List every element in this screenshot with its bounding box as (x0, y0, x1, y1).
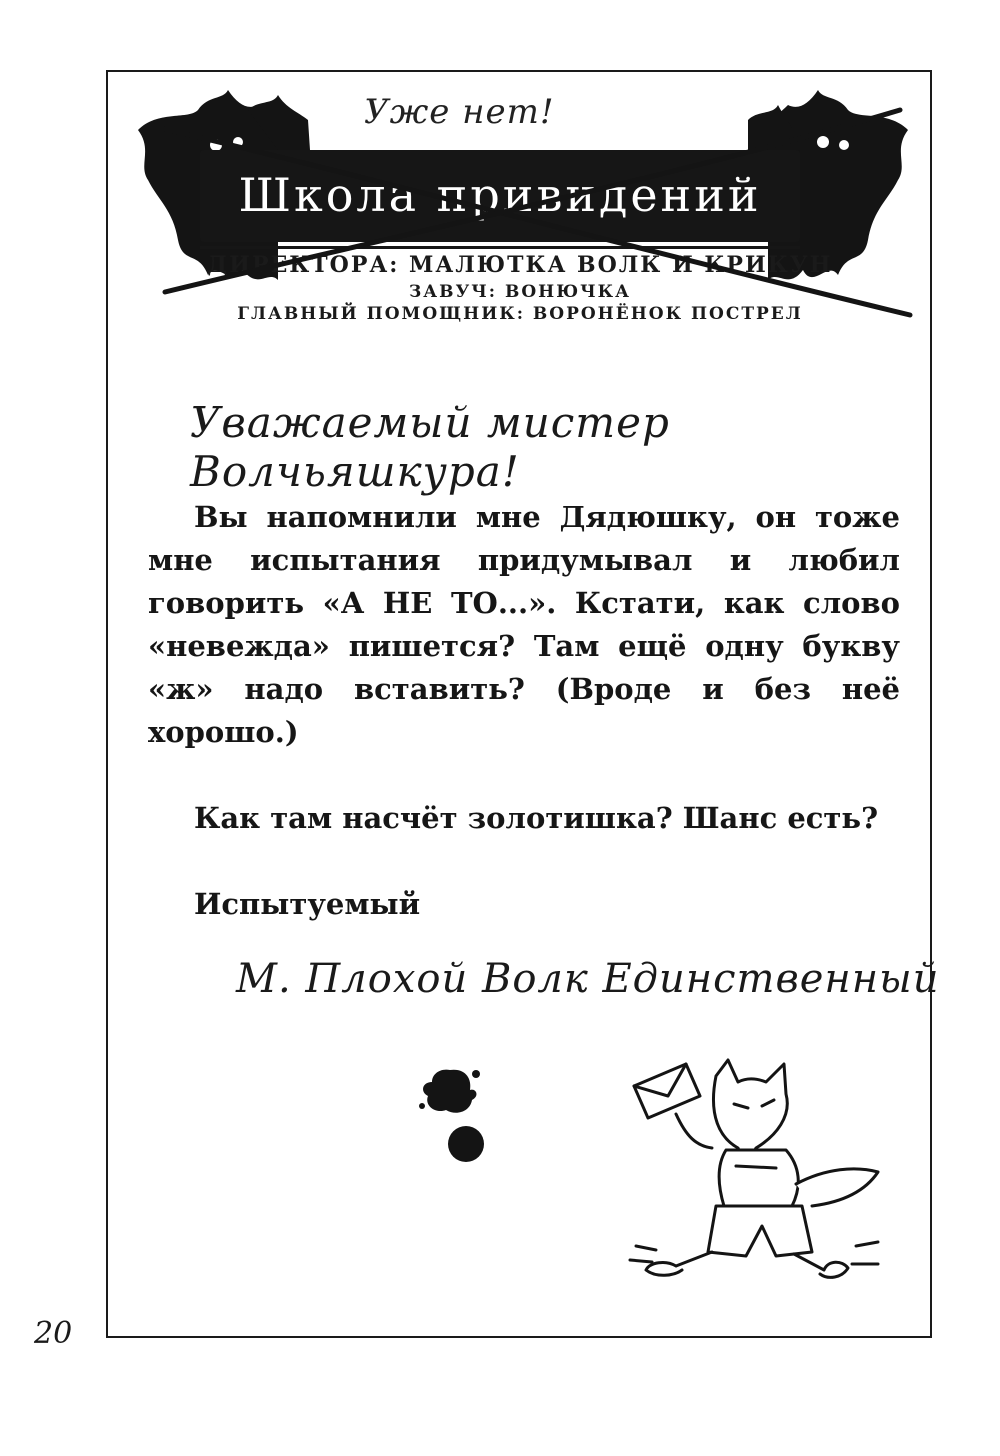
directors-line: ДИРЕКТОРА: МАЛЮТКА ВОЛК И КРИКУН (207, 252, 833, 278)
page-number: 20 (34, 1316, 73, 1351)
fox-with-letter-illustration (616, 1056, 906, 1286)
salutation: Уважаемый мистер Волчьяшкура! (190, 398, 670, 496)
signature: М. Плохой Волк Единственный (236, 956, 940, 1002)
paragraph-2: Как там насчёт золотишка? Шанс есть? (194, 801, 879, 835)
school-title: Школа привидений (238, 168, 762, 222)
letter-body (148, 496, 900, 926)
closing-word: Испытуемый (194, 887, 421, 921)
banner-rule (200, 246, 800, 249)
paragraph-1: Вы напомнили мне Дядюшку, он тоже мне испытания придумывал и любил говорить «А НЕ ТО...». Кстати, как слово «невежда» пишется? Там ещё одну букву «ж» надо вставить? (Вроде и без неё хорошо.) (148, 500, 900, 749)
assistant-line: ГЛАВНЫЙ ПОМОЩНИК: ВОРОНЁНОК ПОСТРЕЛ (237, 304, 803, 324)
handwritten-note: Уже нет! (364, 92, 555, 132)
head-teacher-line: ЗАВУЧ: ВОНЮЧКА (409, 282, 631, 302)
ink-blot-icon (410, 1060, 500, 1170)
